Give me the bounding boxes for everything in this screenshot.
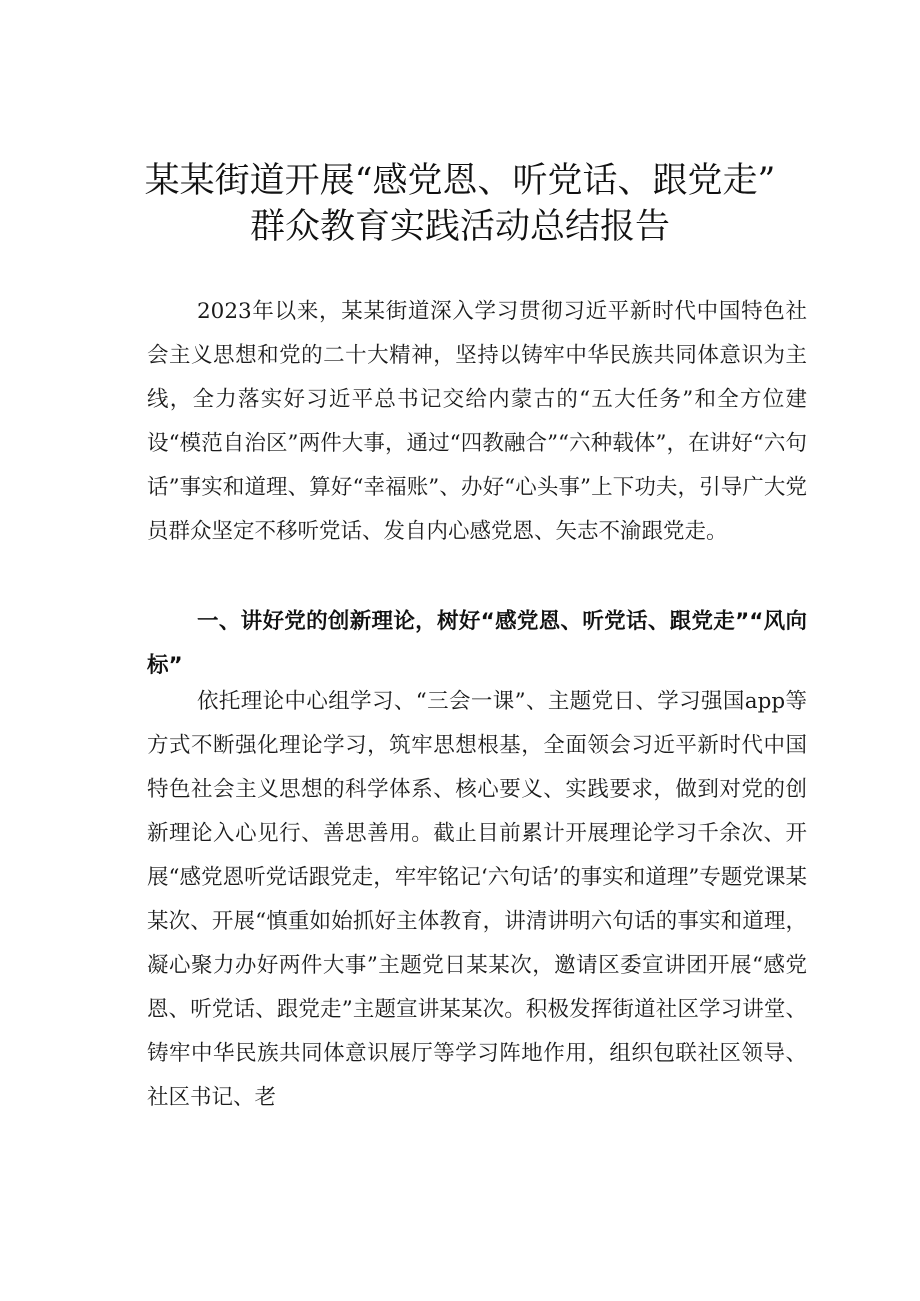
intro-paragraph: 2023年以来，某某街道深入学习贯彻习近平新时代中国特色社会主义思想和党的二十大精神，坚持以铸牢中华民族共同体意识为主线，全力落实好习近平总书记交给内蒙古的“五大任务”和全方位建设“模范自治区”两件大事，通过“四教融合”“六种载体”，在讲好“六句话”事实和道理、算好“幸福账”、办好“心头事”上下功夫，引导广大党员群众坚定不移听党话、发自内心感党恩、矢志不渝跟党走。 — [147, 299, 807, 544]
section-1-paragraph: 依托理论中心组学习、“三会一课”、主题党日、学习强国app等方式不断强化理论学习，筑牢思想根基，全面领会习近平新时代中国特色社会主义思想的科学体系、核心要义、实践要求，做到对党的创新理论入心见行、善思善用。截止目前累计开展理论学习千余次、开展“感党恩听党话跟党走，牢牢铭记‘六句话’的事实和道理”专题党课某某次、开展“慎重如始抓好主体教育，讲清讲明六句话的事实和道理，凝心聚力办好两件大事”主题党日某某次，邀请区委宣讲团开展“感党恩、听党话、跟党走”主题宣讲某某次。积极发挥街道社区学习讲堂、铸牢中华民族共同体意识展厅等学习阵地作用，组织包联社区领导、社区书记、老 — [147, 689, 807, 1110]
document-title-line-2: 群众教育实践活动总结报告 — [249, 207, 670, 247]
section-heading-1: 一、讲好党的创新理论，树好“感党恩、听党话、跟党走”“风向标” — [147, 609, 807, 678]
document-title-line-1: 某某街道开展“感党恩、听党话、跟党走” — [144, 161, 776, 201]
